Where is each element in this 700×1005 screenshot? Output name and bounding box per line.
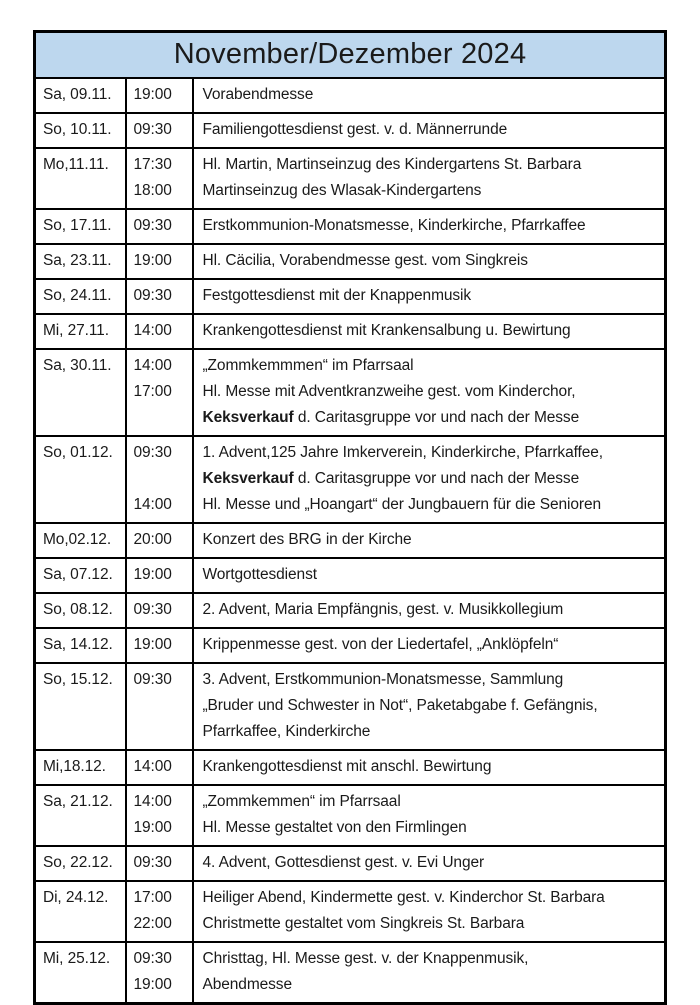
date-label: Sa, 09.11. [43,85,112,103]
time-label [134,719,188,745]
event-line [203,152,661,178]
event-text-segment: 1. Advent,125 Jahre Imkerverein, Kinderkirche, Pfarrkaffee, [202,443,603,461]
event-text-segment: Heiliger Abend, Kindermette gest. v. Kinderchor St. Barbara [202,888,605,906]
event-cell [193,279,666,314]
event-text-segment: Martinseinzug des Wlasak-Kindergartens [202,181,482,199]
time-cell [126,314,193,349]
event-text-segment: d. Caritasgruppe vor und nach der Messe [293,408,580,426]
time-label [134,466,188,492]
table-row [35,113,666,148]
time-label: 19:00 [133,251,172,269]
date-label: Mi, 25.12. [43,949,111,967]
date-cell [35,436,126,523]
event-line [203,946,661,972]
time-cell [126,279,193,314]
header-row [35,32,666,78]
event-cell [193,148,666,209]
event-line [203,562,661,588]
date-label: Mo,02.12. [43,530,112,548]
event-cell [193,881,666,942]
event-line [203,248,661,274]
event-cell [193,750,666,785]
date-label: So, 22.12. [43,853,113,871]
event-text-segment: Hl. Cäcilia, Vorabendmesse gest. vom Singkreis [202,251,528,269]
time-cell [126,523,193,558]
event-text-segment: Krankengottesdienst mit anschl. Bewirtung [202,757,492,775]
date-label: Sa, 14.12. [43,635,113,653]
date-label: Sa, 07.12. [43,565,113,583]
date-label: Sa, 30.11. [43,356,112,374]
time-label: 19:00 [133,975,172,993]
event-text-segment: Hl. Messe mit Adventkranzweihe gest. vom Kinderchor, [202,382,576,400]
time-label: 09:30 [133,600,172,618]
event-text-segment: Erstkommunion-Monatsmesse, Kinderkirche, Pfarrkaffee [202,216,586,234]
date-cell [35,663,126,750]
time-cell [126,78,193,113]
time-label: 14:00 [133,321,172,339]
date-label: Mo,11.11. [43,155,109,173]
time-cell [126,593,193,628]
event-cell [193,942,666,1004]
time-label: 17:30 [133,155,172,173]
table-row [35,148,666,209]
event-cell [193,244,666,279]
date-cell [35,113,126,148]
event-line [203,527,661,553]
event-cell [193,349,666,436]
time-cell [126,663,193,750]
time-label: 09:30 [133,443,172,461]
time-label: 22:00 [133,914,172,932]
table-row [35,942,666,1004]
date-cell [35,314,126,349]
page-title: November/Dezember 2024 [35,32,666,78]
time-label: 19:00 [133,85,172,103]
date-cell [35,942,126,1004]
event-cell [193,558,666,593]
time-cell [126,785,193,846]
table-row [35,846,666,881]
table-row [35,750,666,785]
event-cell [193,785,666,846]
time-cell [126,209,193,244]
date-cell [35,209,126,244]
time-cell [126,846,193,881]
event-text-bold: Keksverkauf [202,469,294,487]
table-row [35,881,666,942]
time-label: 14:00 [133,495,172,513]
event-line [203,283,661,309]
table-row [35,593,666,628]
event-cell [193,846,666,881]
event-line [203,693,661,719]
event-line [203,850,661,876]
event-line [203,440,661,466]
time-label [134,405,188,431]
date-cell [35,846,126,881]
event-text-segment: 2. Advent, Maria Empfängnis, gest. v. Musikkollegium [202,600,564,618]
time-label [134,693,188,719]
event-text-segment: 4. Advent, Gottesdienst gest. v. Evi Unger [202,853,485,871]
time-label: 09:30 [133,853,172,871]
table-row [35,244,666,279]
event-line [203,213,661,239]
event-line [203,318,661,344]
time-cell [126,244,193,279]
time-label: 17:00 [133,382,172,400]
event-cell [193,209,666,244]
event-text-segment: Hl. Martin, Martinseinzug des Kindergartens St. Barbara [202,155,582,173]
date-cell [35,558,126,593]
event-cell [193,593,666,628]
event-text-segment: Krankengottesdienst mit Krankensalbung u. Bewirtung [202,321,571,339]
date-cell [35,628,126,663]
time-label: 20:00 [133,530,172,548]
date-cell [35,349,126,436]
event-line [203,911,661,937]
table-row [35,663,666,750]
table-row [35,78,666,113]
time-label: 19:00 [133,635,172,653]
time-label: 09:30 [133,216,172,234]
time-cell [126,750,193,785]
event-line [203,82,661,108]
date-cell [35,148,126,209]
event-cell [193,663,666,750]
date-cell [35,750,126,785]
table-row [35,349,666,436]
event-text-segment: „Zommkemmen“ im Pfarrsaal [202,792,401,810]
date-cell [35,523,126,558]
event-line [203,405,661,431]
event-line [203,885,661,911]
time-label: 09:30 [133,286,172,304]
time-label: 14:00 [133,757,172,775]
time-label: 09:30 [133,949,172,967]
event-line [203,667,661,693]
event-text-segment: Konzert des BRG in der Kirche [202,530,412,548]
table-row [35,785,666,846]
event-text-bold: Keksverkauf [202,408,294,426]
date-label: So, 17.11. [43,216,112,234]
date-label: So, 15.12. [43,670,113,688]
event-text-segment: Hl. Messe und „Hoangart“ der Jungbauern für die Senioren [202,495,601,513]
event-cell [193,628,666,663]
date-label: Di, 24.12. [43,888,109,906]
event-line [203,492,661,518]
time-cell [126,628,193,663]
event-line [203,379,661,405]
time-label: 14:00 [133,356,172,374]
event-cell [193,523,666,558]
event-line [203,789,661,815]
event-text-segment: Christtag, Hl. Messe gest. v. der Knappenmusik, [202,949,529,967]
date-label: So, 01.12. [43,443,113,461]
date-cell [35,593,126,628]
time-label: 18:00 [133,181,172,199]
event-line [203,815,661,841]
event-text-segment: Hl. Messe gestaltet von den Firmlingen [202,818,467,836]
event-text-segment: Christmette gestaltet vom Singkreis St. Barbara [202,914,525,932]
table-row [35,523,666,558]
event-text-segment: „Zommkemmmen“ im Pfarrsaal [202,356,414,374]
event-line [203,466,661,492]
event-line [203,972,661,998]
date-cell [35,881,126,942]
date-label: Sa, 21.12. [43,792,113,810]
time-label: 09:30 [133,120,172,138]
date-cell [35,78,126,113]
event-line [203,719,661,745]
date-label: Sa, 23.11. [43,251,112,269]
date-label: So, 08.12. [43,600,113,618]
date-label: So, 24.11. [43,286,112,304]
event-line [203,632,661,658]
event-line [203,597,661,623]
event-line [203,178,661,204]
event-text-segment: „Bruder und Schwester in Not“, Paketabgabe f. Gefängnis, [202,696,598,714]
event-cell [193,314,666,349]
event-line [203,353,661,379]
time-label: 19:00 [133,818,172,836]
date-cell [35,279,126,314]
table-row [35,279,666,314]
table-row [35,628,666,663]
time-label: 09:30 [133,670,172,688]
event-cell [193,113,666,148]
schedule-table [33,30,667,1005]
table-row [35,209,666,244]
event-cell [193,436,666,523]
table-row [35,314,666,349]
event-text-segment: Wortgottesdienst [202,565,317,583]
time-label: 14:00 [133,792,172,810]
event-text-segment: d. Caritasgruppe vor und nach der Messe [293,469,580,487]
time-cell [126,881,193,942]
time-label: 17:00 [133,888,172,906]
table-row [35,436,666,523]
event-text-segment: Krippenmesse gest. von der Liedertafel, „Anklöpfeln“ [202,635,559,653]
date-label: Mi, 27.11. [43,321,109,339]
event-text-segment: 3. Advent, Erstkommunion-Monatsmesse, Sammlung [202,670,564,688]
time-cell [126,942,193,1004]
time-cell [126,436,193,523]
event-line [203,117,661,143]
date-cell [35,785,126,846]
event-line [203,754,661,780]
time-cell [126,148,193,209]
event-text-segment: Pfarrkaffee, Kinderkirche [202,722,371,740]
event-text-segment: Familiengottesdienst gest. v. d. Männerrunde [202,120,508,138]
event-text-segment: Vorabendmesse [202,85,314,103]
date-label: Mi,18.12. [43,757,106,775]
event-cell [193,78,666,113]
table-row [35,558,666,593]
event-text-segment: Abendmesse [202,975,292,993]
time-cell [126,113,193,148]
time-cell [126,349,193,436]
date-label: So, 10.11. [43,120,112,138]
date-cell [35,244,126,279]
schedule-body [35,78,666,1004]
time-cell [126,558,193,593]
time-label: 19:00 [133,565,172,583]
event-text-segment: Festgottesdienst mit der Knappenmusik [202,286,472,304]
